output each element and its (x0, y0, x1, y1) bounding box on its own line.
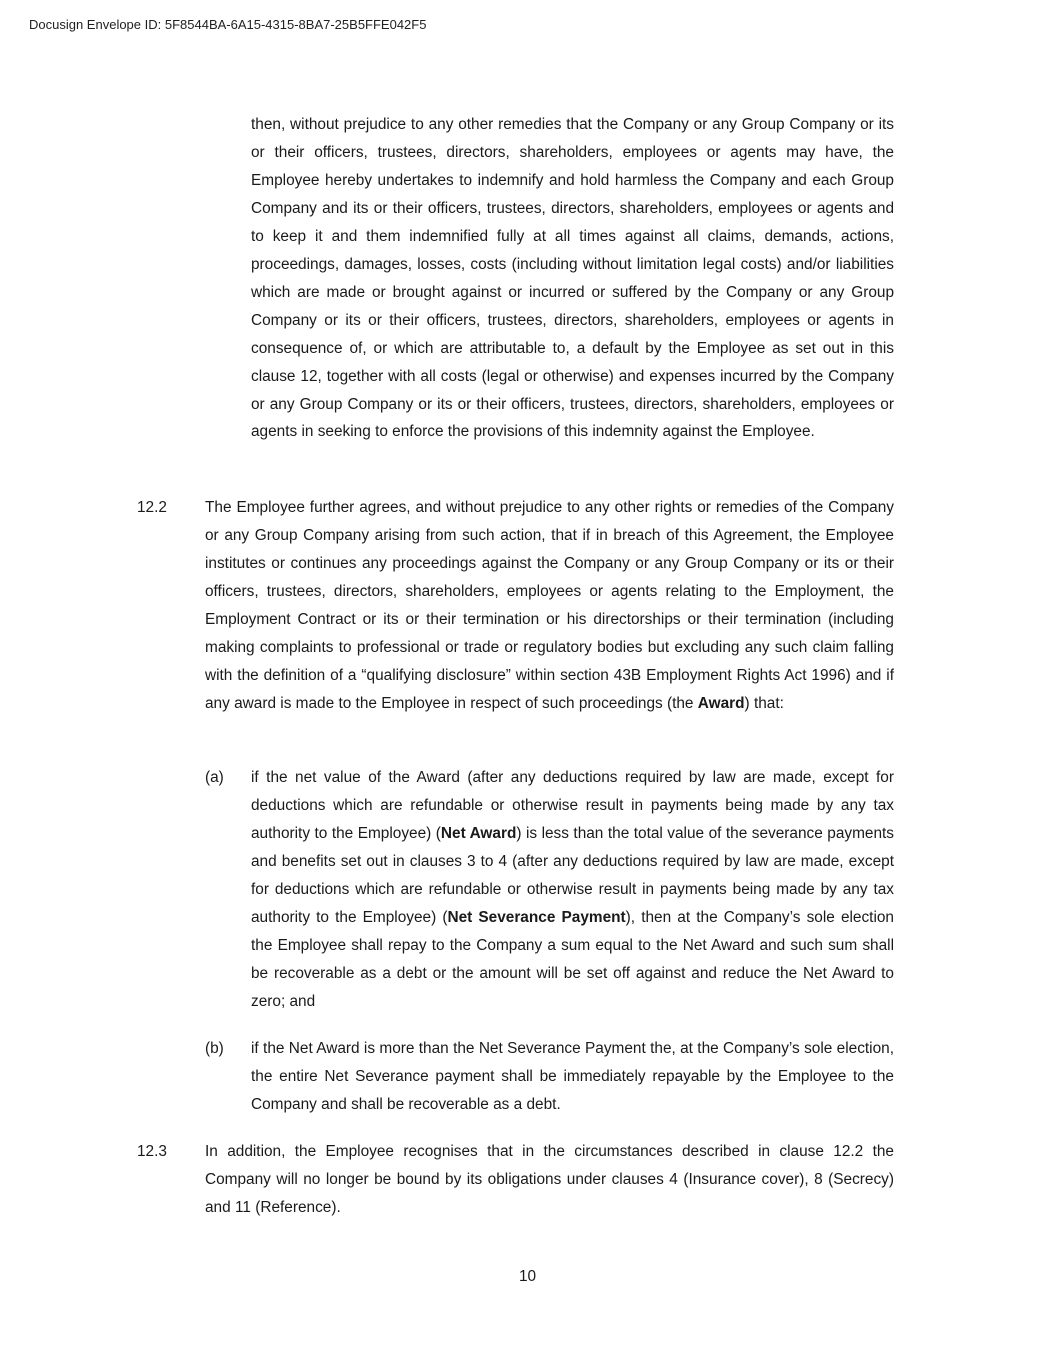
clause-12-3-paragraph: In addition, the Employee recognises that in the circumstances described in clause 12.2 the Company will no longer be bound by its obligations under clauses 4 (Insurance cover), 8 (Secrecy) and 11 (Reference). (205, 1143, 894, 1216)
sub-clause-a-label: (a) (205, 769, 224, 786)
page-number: 10 (518, 1268, 537, 1285)
indemnity-continuation-paragraph: then, without prejudice to any other remedies that the Company or any Group Company or its or their officers, trustees, directors, shareholders, employees or agents may have, the Employee hereby undertakes to indemnify and hold harmless the Company and each Group Company and its or their officers, trustees, directors, shareholders, employees or agents and to keep it and them indemnified fully at all times against all claims, demands, actions, proceedings, damages, losses, costs (including without limitation legal costs) and/or liabilities which are made or brought against or incurred or suffered by the Company or any Group Company or its or their officers, trustees, directors, shareholders, employees or agents in consequence of, or which are attributable to, a default by the Employee as set out in this clause 12, together with all costs (legal or otherwise) and expenses incurred by the Company or any Group Company or its or their officers, trustees, directors, shareholders, employees or agents in seeking to enforce the provisions of this indemnity against the Employee. (251, 116, 894, 441)
clause-12-2-text-after: ) that: (744, 694, 784, 712)
net-severance-payment-defined-term: Net Severance Payment (447, 908, 626, 926)
clause-number-12-3: 12.3 (137, 1143, 167, 1160)
clause-number-12-2: 12.2 (137, 499, 167, 516)
sub-clause-a-paragraph (251, 764, 894, 1016)
award-defined-term: Award (697, 694, 745, 712)
docusign-envelope-id: Docusign Envelope ID: 5F8544BA-6A15-4315-8BA7-25B5FFE042F5 (29, 17, 427, 32)
sub-clause-a-text-1: if the net value of the Award (after any deductions required by law are made, except for deductions which are refundable or otherwise result in payments being made by any tax authority to the Employee) ( (251, 769, 894, 842)
clause-12-2-text-before: The Employee further agrees, and without prejudice to any other rights or remedies of the Company or any Group Company arising from such action, that if in breach of this Agreement, the Employee institutes or continues any proceedings against the Company or any Group Company or its or their officers, trustees, directors, shareholders, employees or agents relating to the Employment, the Employment Contract or its or their termination or his directorships or their termination (including making complaints to professional or trade or regulatory bodies but excluding any such claim falling with the definition of a “qualifying disclosure” within section 43B Employment Rights Act 1996) and if any award is made to the Employee in respect of such proceedings (the (205, 499, 894, 712)
net-award-defined-term: Net Award (440, 824, 517, 842)
sub-clause-b-label: (b) (205, 1040, 224, 1057)
sub-clause-a-text-2: ) is less than the total value of the severance payments and benefits set out in clauses 3 to 4 (after any deductions required by law are made, except for deductions which are refundable or otherwise result in payments being made by any tax authority to the Employee) ( (251, 824, 894, 926)
sub-clause-a-text-3: ), then at the Company’s sole election the Employee shall repay to the Company a sum equal to the Net Award and such sum shall be recoverable as a debt or the amount will be set off against and reduce the Net Award to zero; and (251, 908, 894, 1010)
clause-12-2-paragraph (205, 494, 894, 718)
sub-clause-b-paragraph: if the Net Award is more than the Net Severance Payment the, at the Company’s sole election, the entire Net Severance payment shall be immediately repayable by the Employee to the Company and shall be recoverable as a debt. (251, 1040, 894, 1113)
